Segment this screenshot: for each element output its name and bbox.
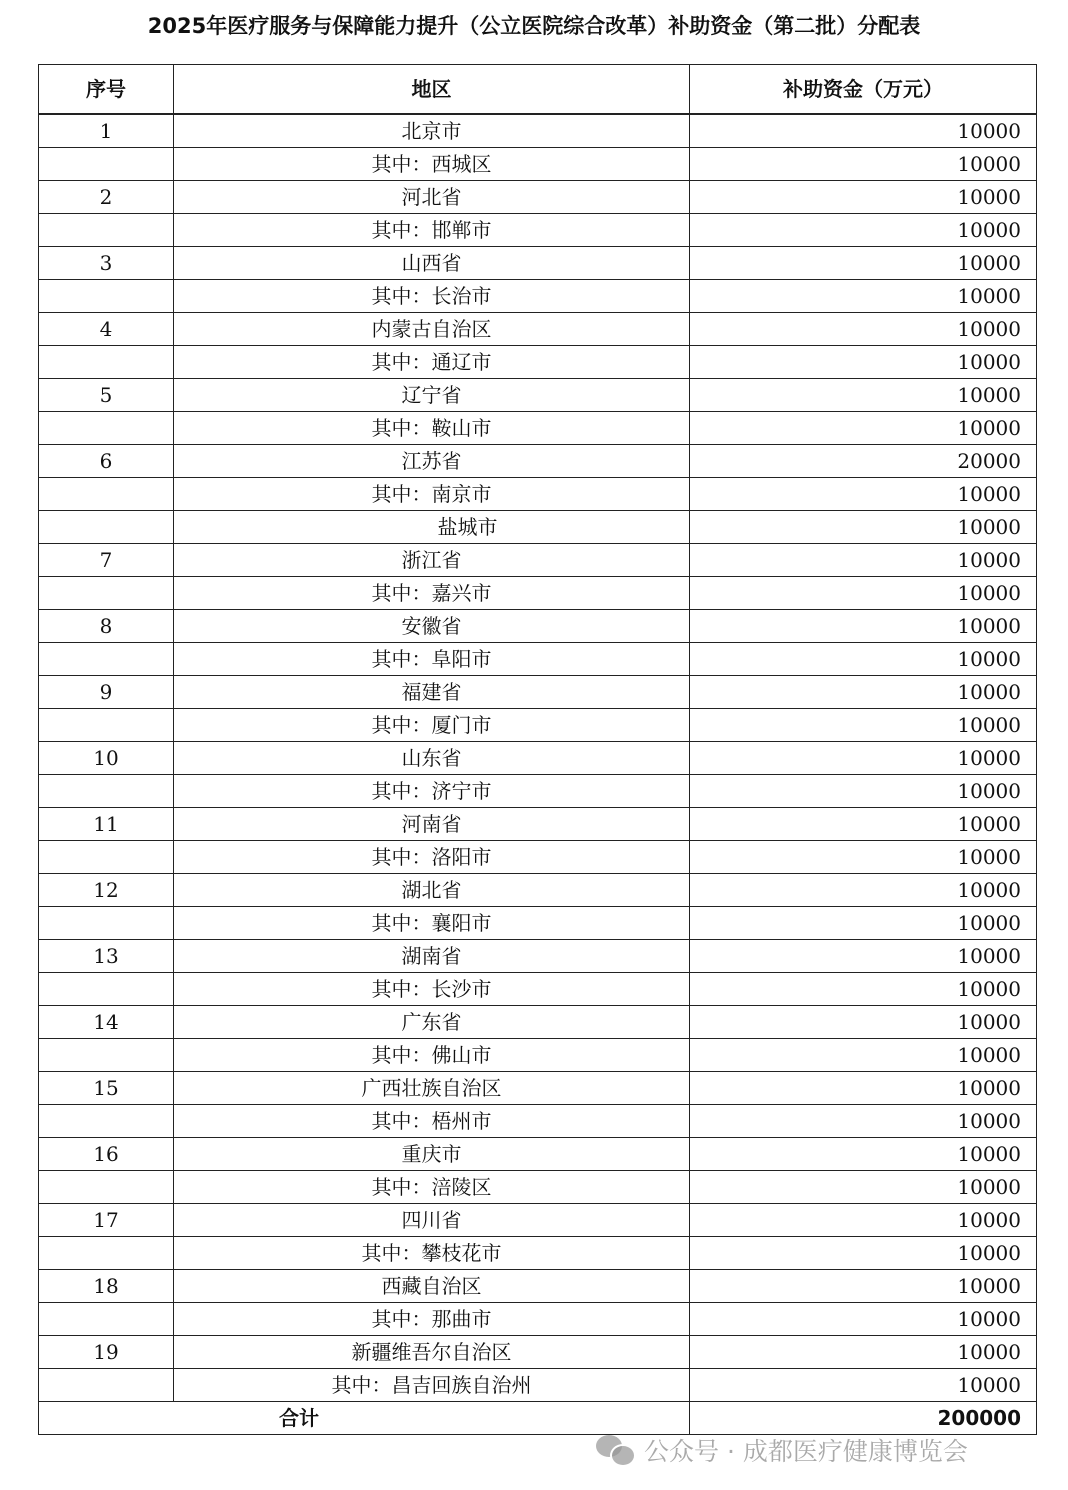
table-row: [39, 1270, 1037, 1303]
row-region-cell: [174, 610, 690, 643]
row-amount: 10000: [690, 577, 1037, 610]
row-region-cell: [174, 114, 690, 148]
row-region-cell: [174, 940, 690, 973]
row-region-cell: [174, 775, 690, 808]
row-region: 江苏省: [401, 449, 462, 473]
row-amount: 10000: [690, 280, 1037, 313]
row-amount: 10000: [690, 1303, 1037, 1336]
table-row: [39, 577, 1037, 610]
row-amount: 10000: [690, 511, 1037, 544]
row-region: 其中：梧州市: [371, 1109, 492, 1133]
row-no: 7: [39, 544, 174, 577]
header-row: [39, 65, 1037, 115]
row-region: 辽宁省: [401, 383, 462, 407]
row-region-cell: [174, 1171, 690, 1204]
row-amount: 10000: [690, 610, 1037, 643]
row-region-cell: [174, 379, 690, 412]
row-amount: 10000: [690, 1171, 1037, 1204]
table-row: [39, 445, 1037, 478]
header-region: 地区: [174, 65, 690, 115]
row-region: 内蒙古自治区: [371, 317, 492, 341]
row-region-cell: [174, 1072, 690, 1105]
table-header: [39, 65, 1037, 115]
row-region-cell: [174, 643, 690, 676]
row-region: 其中：通辽市: [371, 350, 492, 374]
row-amount: 10000: [690, 1336, 1037, 1369]
row-region: 其中：嘉兴市: [371, 581, 492, 605]
table-row: [39, 1039, 1037, 1072]
table-row: [39, 1369, 1037, 1402]
row-amount: 20000: [690, 445, 1037, 478]
total-label: 合计: [39, 1402, 690, 1435]
row-region: 其中：佛山市: [371, 1043, 492, 1067]
row-region-cell: [174, 1336, 690, 1369]
row-region: 其中：涪陵区: [371, 1175, 492, 1199]
row-amount: 10000: [690, 379, 1037, 412]
row-region: 安徽省: [401, 614, 462, 638]
row-amount: 10000: [690, 1006, 1037, 1039]
row-amount: 10000: [690, 1204, 1037, 1237]
row-region: 盐城市: [437, 515, 498, 539]
row-amount: 10000: [690, 544, 1037, 577]
row-amount: 10000: [690, 214, 1037, 247]
row-region-cell: [174, 511, 690, 544]
row-no: 12: [39, 874, 174, 907]
row-no: 1: [39, 114, 174, 148]
row-region: 北京市: [401, 119, 462, 143]
table-row: [39, 676, 1037, 709]
row-no: 17: [39, 1204, 174, 1237]
row-region: 其中：襄阳市: [371, 911, 492, 935]
row-amount: 10000: [690, 808, 1037, 841]
row-amount: 10000: [690, 412, 1037, 445]
row-region: 其中：鞍山市: [371, 416, 492, 440]
row-no: 16: [39, 1138, 174, 1171]
row-region-cell: [174, 1006, 690, 1039]
row-no: [39, 1105, 174, 1138]
row-amount: 10000: [690, 1138, 1037, 1171]
table-row: [39, 841, 1037, 874]
table-row: [39, 544, 1037, 577]
table-row: [39, 280, 1037, 313]
row-region-cell: [174, 676, 690, 709]
row-amount: 10000: [690, 1072, 1037, 1105]
table-body: [39, 114, 1037, 1402]
row-region-cell: [174, 445, 690, 478]
table-row: [39, 1303, 1037, 1336]
row-region: 其中：济宁市: [371, 779, 492, 803]
row-no: 18: [39, 1270, 174, 1303]
header-amount: 补助资金（万元）: [690, 65, 1037, 115]
row-amount: 10000: [690, 346, 1037, 379]
row-amount: 10000: [690, 841, 1037, 874]
row-region-cell: [174, 181, 690, 214]
row-amount: 10000: [690, 907, 1037, 940]
table-row: [39, 1204, 1037, 1237]
row-amount: 10000: [690, 973, 1037, 1006]
table-row: [39, 610, 1037, 643]
row-region: 西藏自治区: [381, 1274, 482, 1298]
total-row: [39, 1402, 1037, 1435]
row-amount: 10000: [690, 1369, 1037, 1402]
row-no: [39, 214, 174, 247]
row-no: 15: [39, 1072, 174, 1105]
watermark-text: 公众号 · 成都医疗健康博览会: [644, 1437, 968, 1466]
table-row: [39, 346, 1037, 379]
row-region: 其中：厦门市: [371, 713, 492, 737]
row-region-cell: [174, 1204, 690, 1237]
row-region: 广西壮族自治区: [361, 1076, 502, 1100]
row-amount: 10000: [690, 114, 1037, 148]
row-region: 广东省: [401, 1010, 462, 1034]
row-no: 4: [39, 313, 174, 346]
row-no: 9: [39, 676, 174, 709]
table-row: [39, 1171, 1037, 1204]
row-region-cell: [174, 1303, 690, 1336]
row-no: [39, 1369, 174, 1402]
row-no: [39, 907, 174, 940]
row-region: 浙江省: [401, 548, 462, 572]
row-no: [39, 709, 174, 742]
row-no: [39, 478, 174, 511]
row-no: 19: [39, 1336, 174, 1369]
table-row: [39, 775, 1037, 808]
table-row: [39, 148, 1037, 181]
table-row: [39, 379, 1037, 412]
table-row: [39, 478, 1037, 511]
row-no: [39, 346, 174, 379]
row-no: 14: [39, 1006, 174, 1039]
row-no: [39, 973, 174, 1006]
row-region-cell: [174, 709, 690, 742]
table-row: [39, 940, 1037, 973]
row-region-cell: [174, 1237, 690, 1270]
table-row: [39, 313, 1037, 346]
row-no: 10: [39, 742, 174, 775]
row-region-cell: [174, 1105, 690, 1138]
row-region: 其中：昌吉回族自治州: [331, 1373, 532, 1397]
row-region-cell: [174, 346, 690, 379]
row-amount: 10000: [690, 1105, 1037, 1138]
row-region: 其中：攀枝花市: [361, 1241, 502, 1265]
row-amount: 10000: [690, 874, 1037, 907]
page-title: 2025年医疗服务与保障能力提升（公立医院综合改革）补助资金（第二批）分配表: [147, 14, 921, 38]
row-no: [39, 148, 174, 181]
wechat-icon: [596, 1435, 634, 1465]
row-region: 山西省: [401, 251, 462, 275]
table-row: [39, 1138, 1037, 1171]
row-no: [39, 280, 174, 313]
row-region: 其中：那曲市: [371, 1307, 492, 1331]
row-no: [39, 577, 174, 610]
row-region-cell: [174, 313, 690, 346]
table-row: [39, 709, 1037, 742]
row-no: [39, 1303, 174, 1336]
row-amount: 10000: [690, 643, 1037, 676]
table-row: [39, 1105, 1037, 1138]
row-region-cell: [174, 544, 690, 577]
row-no: 6: [39, 445, 174, 478]
row-region: 湖南省: [401, 944, 462, 968]
table-row: [39, 874, 1037, 907]
row-region: 其中：邯郸市: [371, 218, 492, 242]
row-region-cell: [174, 1369, 690, 1402]
row-amount: 10000: [690, 940, 1037, 973]
row-amount: 10000: [690, 181, 1037, 214]
row-no: 2: [39, 181, 174, 214]
table-row: [39, 214, 1037, 247]
row-amount: 10000: [690, 1270, 1037, 1303]
watermark: [596, 1430, 1046, 1470]
row-region-cell: [174, 247, 690, 280]
row-region: 四川省: [401, 1208, 462, 1232]
row-region-cell: [174, 874, 690, 907]
row-amount: 10000: [690, 247, 1037, 280]
row-amount: 10000: [690, 148, 1037, 181]
row-no: 3: [39, 247, 174, 280]
row-region-cell: [174, 412, 690, 445]
row-region: 其中：阜阳市: [371, 647, 492, 671]
table-row: [39, 1072, 1037, 1105]
row-region: 福建省: [401, 680, 462, 704]
row-amount: 10000: [690, 1237, 1037, 1270]
table-row: [39, 742, 1037, 775]
total-amount: 200000: [690, 1402, 1037, 1435]
row-region-cell: [174, 1039, 690, 1072]
row-no: 11: [39, 808, 174, 841]
row-no: [39, 1171, 174, 1204]
row-no: [39, 1039, 174, 1072]
table-row: [39, 412, 1037, 445]
row-no: 5: [39, 379, 174, 412]
table-row: [39, 643, 1037, 676]
row-no: [39, 1237, 174, 1270]
row-no: 8: [39, 610, 174, 643]
table-row: [39, 808, 1037, 841]
table-row: [39, 1336, 1037, 1369]
row-amount: 10000: [690, 775, 1037, 808]
row-region-cell: [174, 478, 690, 511]
row-region-cell: [174, 742, 690, 775]
row-no: [39, 511, 174, 544]
row-region-cell: [174, 1270, 690, 1303]
table-row: [39, 247, 1037, 280]
row-region-cell: [174, 907, 690, 940]
row-region: 河北省: [401, 185, 462, 209]
allocation-table: [38, 64, 1037, 1435]
row-amount: 10000: [690, 709, 1037, 742]
row-region-cell: [174, 148, 690, 181]
row-region: 河南省: [401, 812, 462, 836]
row-amount: 10000: [690, 1039, 1037, 1072]
table-row: [39, 907, 1037, 940]
row-region: 山东省: [401, 746, 462, 770]
row-no: 13: [39, 940, 174, 973]
row-amount: 10000: [690, 676, 1037, 709]
row-region-cell: [174, 214, 690, 247]
row-region-cell: [174, 1138, 690, 1171]
row-amount: 10000: [690, 313, 1037, 346]
table-row: [39, 181, 1037, 214]
row-no: [39, 775, 174, 808]
row-region: 新疆维吾尔自治区: [351, 1340, 512, 1364]
row-amount: 10000: [690, 742, 1037, 775]
table-row: [39, 1006, 1037, 1039]
table-row: [39, 973, 1037, 1006]
row-region: 其中：长沙市: [371, 977, 492, 1001]
row-no: [39, 643, 174, 676]
row-no: [39, 841, 174, 874]
row-region: 重庆市: [401, 1142, 462, 1166]
row-region: 其中：长治市: [371, 284, 492, 308]
header-no: 序号: [39, 65, 174, 115]
row-region: 其中：南京市: [371, 482, 492, 506]
row-region: 其中：西城区: [371, 152, 492, 176]
row-region-cell: [174, 973, 690, 1006]
table-row: [39, 114, 1037, 148]
row-region-cell: [174, 841, 690, 874]
row-region-cell: [174, 808, 690, 841]
row-no: [39, 412, 174, 445]
table-row: [39, 1237, 1037, 1270]
table-row: [39, 511, 1037, 544]
row-region-cell: [174, 577, 690, 610]
row-region-cell: [174, 280, 690, 313]
row-amount: 10000: [690, 478, 1037, 511]
row-region: 湖北省: [401, 878, 462, 902]
table-footer: [39, 1402, 1037, 1435]
row-region: 其中：洛阳市: [371, 845, 492, 869]
